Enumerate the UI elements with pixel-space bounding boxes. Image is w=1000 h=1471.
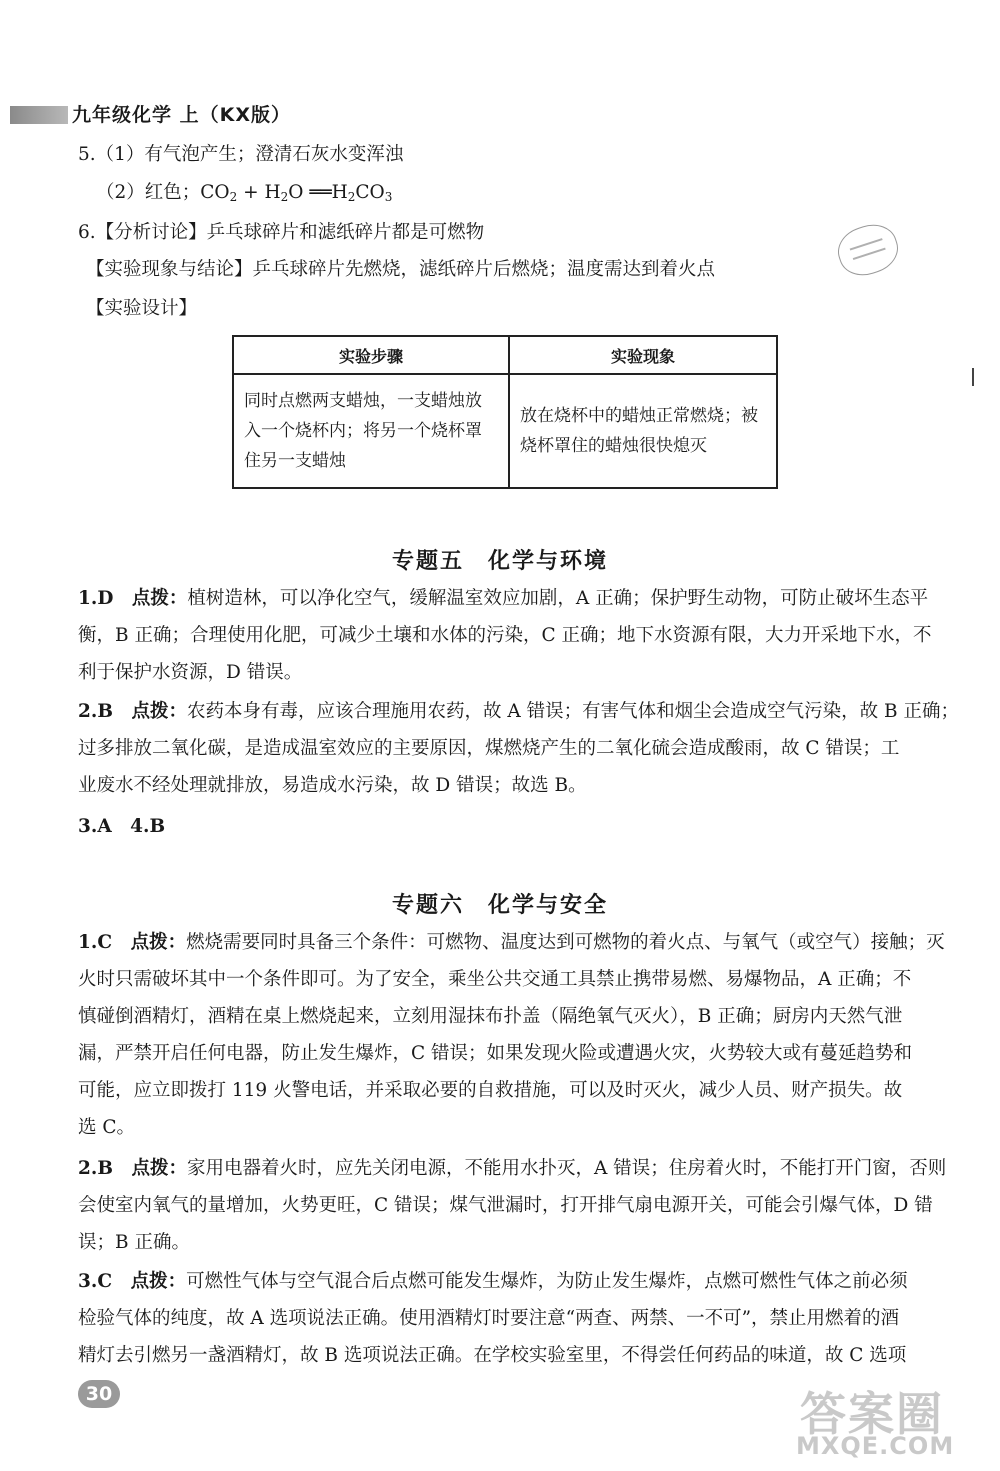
s6-q1-line3: 慎碰倒酒精灯，酒精在桌上燃烧起来，立刻用湿抹布扑盖（隔绝氧气灭火），B 正确；厨房内天然气泄 [78, 1006, 903, 1027]
s5-q1-line3: 利于保护水资源，D 错误。 [78, 662, 303, 683]
q5-line2: （2）红色；$CO_2 + H_2O$ $══H_2CO_3$ [96, 182, 393, 204]
q5-line1: 5.（1）有气泡产生；澄清石灰水变浑浊 [78, 144, 404, 165]
q6-line2: 【实验现象与结论】乒乓球碎片先燃烧，滤纸碎片后燃烧；温度需达到着火点 [86, 259, 716, 280]
watermark-logo: 答案圈 [800, 1387, 944, 1441]
s6-q1-line2: 火时只需破坏其中一个条件即可。为了安全，乘坐公共交通工具禁止携带易燃、易爆物品，A 正确；不 [78, 969, 912, 990]
s6-q1-line6: 选 C。 [78, 1117, 136, 1138]
s6-q3-line1: 3.C 点拨：可燃性气体与空气混合后点燃可能发生爆炸，为防止发生爆炸，点燃可燃性气体之前必须 [78, 1271, 908, 1292]
experiment-table [232, 335, 778, 489]
s5-q2-line3: 业废水不经处理就排放，易造成水污染，故 D 错误；故选 B。 [78, 775, 587, 796]
table-header-phenomenon: 实验现象 [509, 336, 777, 374]
header-decor-bar [10, 106, 68, 124]
s5-q1-line2: 衡，B 正确；合理使用化肥，可减少土壤和水体的污染，C 正确；地下水资源有限，大力开采地下水，不 [78, 625, 932, 646]
s6-q3-line3: 精灯去引燃另一盏酒精灯，故 B 选项说法正确。在学校实验室里，不得尝任何药品的味道，故 C 选项 [78, 1345, 907, 1366]
q6-line3: 【实验设计】 [86, 298, 198, 319]
table-header-step: 实验步骤 [233, 336, 509, 374]
s5-q1-line1: 1.D 点拨：植树造林，可以净化空气，缓解温室效应加剧，A 正确；保护野生动物，可防止破坏生态平 [78, 588, 929, 609]
page-header-title: 九年级化学 上（KX版） [72, 104, 291, 126]
section-title-6: 专题六 化学与安全 [391, 893, 608, 918]
s5-q34: 3.A 4.B [78, 816, 166, 837]
s5-q2-line2: 过多排放二氧化碳，是造成温室效应的主要原因，煤燃烧产生的二氧化硫会造成酸雨，故 C 错误；工 [78, 738, 900, 759]
stamp-mark [832, 218, 904, 282]
watermark-url: MXQE.COM [796, 1432, 955, 1460]
s6-q1-line5: 可能，应立即拨打 119 火警电话，并采取必要的自救措施，可以及时灭火，减少人员、财产损失。故 [78, 1080, 903, 1101]
table-cell-step: 同时点燃两支蜡烛，一支蜡烛放入一个烧杯内；将另一个烧杯罩住另一支蜡烛 [233, 374, 509, 488]
s6-q2-line1: 2.B 点拨：家用电器着火时，应先关闭电源，不能用水扑灭，A 错误；住房着火时，不能打开门窗，否则 [78, 1158, 947, 1179]
table-cell-phenomenon: 放在烧杯中的蜡烛正常燃烧；被烧杯罩住的蜡烛很快熄灭 [509, 374, 777, 488]
s5-q2-line1: 2.B 点拨：农药本身有毒，应该合理施用农药，故 A 错误；有害气体和烟尘会造成空气污染，故 B 正确； [78, 701, 959, 722]
section-title-5: 专题五 化学与环境 [391, 549, 608, 574]
s6-q3-line2: 检验气体的纯度，故 A 选项说法正确。使用酒精灯时要注意“两查、两禁、一不可”，禁止用燃着的酒 [78, 1308, 900, 1329]
s6-q2-line3: 误；B 正确。 [78, 1232, 190, 1253]
page-number: 30 [78, 1380, 120, 1408]
q6-line1: 6.【分析讨论】乒乓球碎片和滤纸碎片都是可燃物 [78, 222, 485, 243]
s6-q1-line4: 漏，严禁开启任何电器，防止发生爆炸，C 错误；如果发现火险或遭遇火灾，火势较大或有蔓延趋势和 [78, 1043, 913, 1064]
s6-q2-line2: 会使室内氧气的量增加，火势更旺，C 错误；煤气泄漏时，打开排气扇电源开关，可能会引爆气体，D 错 [78, 1195, 933, 1216]
s6-q1-line1: 1.C 点拨：燃烧需要同时具备三个条件：可燃物、温度达到可燃物的着火点、与氧气（或空气）接触；灭 [78, 932, 945, 953]
margin-mark [972, 368, 974, 386]
